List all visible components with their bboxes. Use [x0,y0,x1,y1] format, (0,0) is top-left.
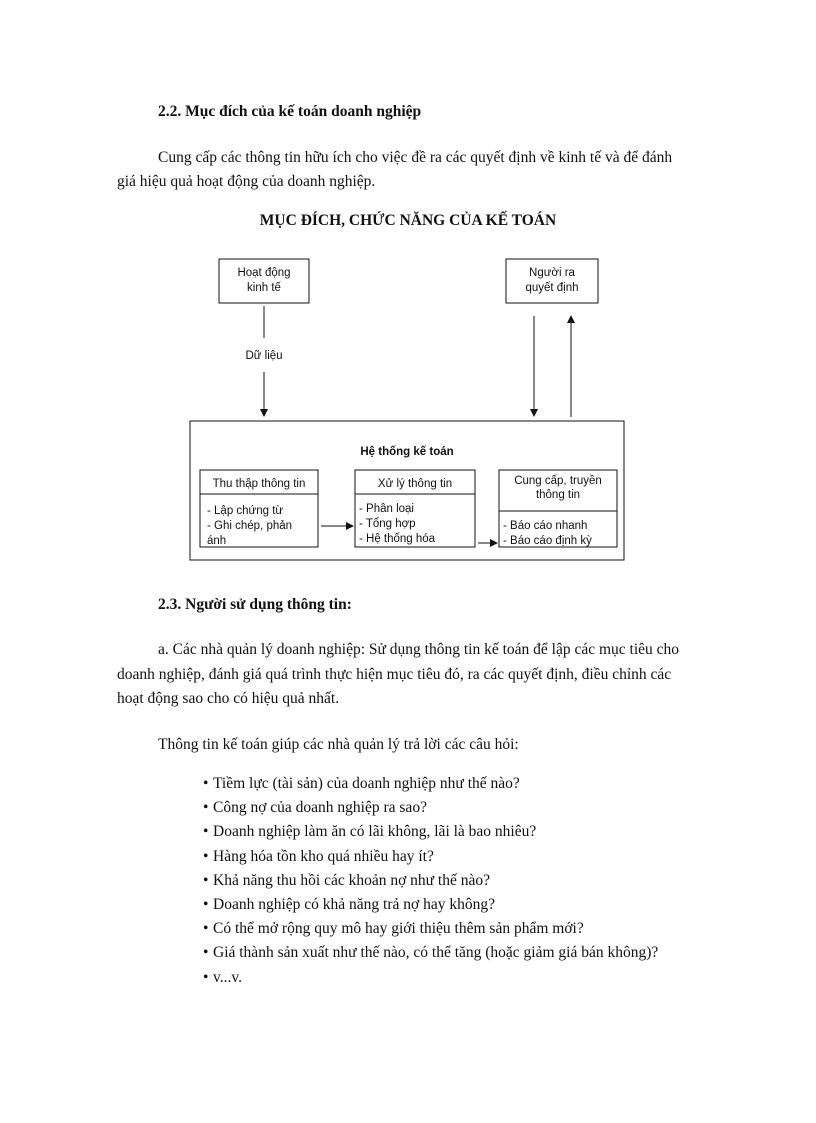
question-text: Hàng hóa tồn kho quá nhiều hay ít? [213,847,434,865]
questions-list [203,772,658,990]
question-text: Doanh nghiệp làm ăn có lãi không, lãi là bao nhiêu? [213,823,537,841]
question-text: Có thể mở rộng quy mô hay giới thiệu thêm sản phẩm mới? [213,920,584,938]
list-item [203,772,658,796]
collect-item-1: - Lập chứng từ [207,505,284,517]
decision-box-line-1: Người ra [529,267,575,279]
question-text: Khả năng thu hồi các khoản nợ như thế nào? [213,871,491,889]
data-label: Dữ liệu [245,350,283,362]
provide-item-2: - Báo cáo định kỳ [503,535,592,547]
list-item [203,941,658,965]
bullet-dot: • [203,847,209,865]
bullet-dot: • [203,895,209,913]
decision-maker-box [506,259,598,303]
process-item-3: - Hệ thống hóa [359,533,436,545]
list-item [203,917,658,941]
process-item-2: - Tổng hợp [359,518,416,530]
process-item-1: - Phân loại [359,503,414,515]
activity-box-line-1: Hoạt động [237,267,291,279]
list-item [203,845,658,869]
accounting-system-title: Hệ thống kế toán [360,446,454,458]
list-item [203,796,658,820]
bullet-dot: • [203,823,209,841]
list-item [203,966,658,990]
question-text: Doanh nghiệp có khả năng trả nợ hay không? [213,895,495,913]
activity-box-line-2: kinh tế [247,282,281,294]
bullet-dot: • [203,944,209,962]
bullet-dot: • [203,920,209,938]
section-2-2-paragraph-line-2: giá hiệu quả hoạt động của doanh nghiệp. [117,173,376,190]
bullet-dot: • [203,799,209,817]
section-2-3-paragraph-line-3: hoạt động sao cho có hiệu quả nhất. [117,690,340,707]
collect-header: Thu thập thông tin [212,478,306,490]
question-text: v...v. [213,968,242,986]
section-2-3-heading: 2.3. Người sử dụng thông tin: [158,596,352,613]
provide-item-1: - Báo cáo nhanh [503,520,588,532]
activity-box [219,259,309,303]
provide-header-line-1: Cung cấp, truyền [514,475,602,487]
accounting-diagram [178,248,630,564]
section-2-3-paragraph-line-2: doanh nghiệp, đánh giá quá trình thực hiện mục tiêu đó, ra các quyết định, điều chỉnh các [117,666,672,683]
collect-item-2: - Ghi chép, phản [207,520,293,532]
questions-intro: Thông tin kế toán giúp các nhà quản lý trả lời các câu hỏi: [158,736,519,753]
bullet-dot: • [203,871,209,889]
question-text: Tiềm lực (tài sản) của doanh nghiệp như thế nào? [213,775,520,792]
diagram-title: MỤC ĐÍCH, CHỨC NĂNG CỦA KẾ TOÁN [259,212,557,229]
process-header: Xử lý thông tin [377,478,453,490]
list-item [203,869,658,893]
section-2-2-heading: 2.2. Mục đích của kế toán doanh nghiệp [158,103,422,120]
section-2-3-paragraph-line-1: a. Các nhà quản lý doanh nghiệp: Sử dụng thông tin kế toán để lập các mục tiêu cho [158,641,680,658]
provide-header-line-2: thông tin [535,489,581,501]
list-item [203,820,658,844]
bullet-dot: • [203,775,209,792]
collect-item-3: ánh [207,535,227,547]
decision-box-line-2: quyết định [525,282,579,294]
question-text: Giá thành sản xuất như thế nào, có thể tăng (hoặc giảm giá bán không)? [213,944,659,962]
bullet-dot: • [203,968,209,986]
question-text: Công nợ của doanh nghiệp ra sao? [213,799,427,817]
section-2-2-paragraph-line-1: Cung cấp các thông tin hữu ích cho việc đề ra các quyết định về kinh tế và để đánh [158,149,673,166]
list-item [203,893,658,917]
